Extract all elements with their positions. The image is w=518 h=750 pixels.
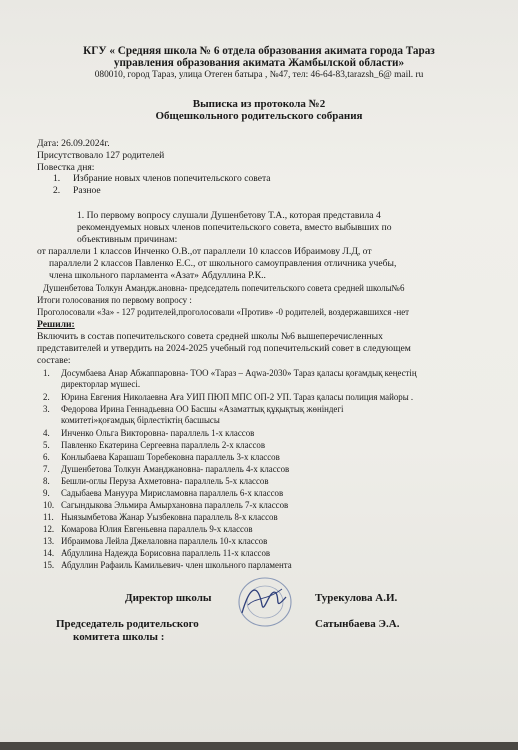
body-line: объективным причинам: [77, 234, 178, 245]
agenda-num-2: 2. [53, 185, 61, 196]
chair-label-line-2: комитета школы : [73, 631, 165, 643]
member-number: 7. [43, 464, 50, 474]
member-entry: Душенбетова Толкун Аманджановна- параллель 4-х классов [61, 464, 290, 474]
header-address: 080010, город Тараз, улица Отеген батыра , №47, тел: 46-64-83,tarazsh_6@ mail. ru [94, 70, 424, 80]
member-entry: Инченко Ольга Викторовна- параллель 1-х классов [61, 428, 255, 438]
voting-results-label: Итоги голосования по первому вопросу : [37, 295, 192, 305]
member-number: 5. [43, 440, 50, 450]
voting-results: Проголосовали «За» - 127 родителей,проголосовали «Против» -0 родителей, воздержавшихся -нет [37, 307, 410, 317]
member-entry: Конлыбаева Карашаш Торебековна параллель 3-х классов [61, 452, 280, 462]
member-number: 4. [43, 428, 50, 438]
header-line-2: управления образования акимата Жамбылской области» [113, 57, 405, 69]
member-entry: Абдуллин Рафаиль Камильевич- член школьного парламента [61, 560, 292, 570]
resolved-label: Решили: [37, 319, 75, 330]
member-entry: Досумбаева Анар Абжаппаровна- ТОО «Тараз – Aqwa-2030» Тараз қаласы қоғамдық кеңестің [61, 368, 417, 378]
member-number: 2. [43, 392, 50, 402]
body-line: рекомендуемых новых членов попечительского совета, вместо выбывших по [77, 222, 392, 233]
member-number: 15. [43, 560, 55, 570]
director-label: Директор школы [125, 592, 212, 604]
body-line: члена школьного парламента «Азат» Абдуллина Р.К.. [49, 270, 266, 281]
member-entry-continuation: директорлар мүшесі. [61, 379, 141, 389]
body-line: Душенбетова Толкун Амандж.ановна- председатель попечительского совета средней школы№6 [43, 283, 405, 293]
meeting-date: Дата: 26.09.2024г. [37, 138, 110, 149]
header-line-1: КГУ « Средняя школа № 6 отдела образования акимата города Тараз [83, 45, 435, 57]
member-entry: Павленко Екатерина Сергеевна параллель 2-х классов [61, 440, 266, 450]
agenda-num-1: 1. [53, 173, 61, 184]
member-number: 1. [43, 368, 50, 378]
agenda-item-1: Избрание новых членов попечительского совета [73, 173, 271, 184]
director-name: Турекулова А.И. [315, 592, 398, 604]
member-entry-continuation: комитеті»қоғамдық бірлестіктің басшысы [61, 415, 220, 425]
document-subtitle: Общешкольного родительского собрания [155, 110, 363, 122]
body-line: 1. По первому вопросу слушали Душенбетову Т.А., которая представила 4 [77, 210, 381, 221]
resolution-line: Включить в состав попечительского совета средней школы №6 вышеперечисленных [37, 331, 383, 342]
member-entry: Садыбаева Мануура Мирисламовна параллель 6-х классов [61, 488, 284, 498]
member-entry: Сагындыкова Эльмира Амырхановна параллель 7-х классов [61, 500, 289, 510]
signature-stamp-icon [236, 575, 294, 629]
document-title: Выписка из протокола №2 [192, 98, 326, 110]
member-number: 6. [43, 452, 50, 462]
member-number: 8. [43, 476, 50, 486]
member-number: 10. [43, 500, 55, 510]
resolution-line: представителей и утвердить на 2024-2025 учебный год попечительский совет в следующем [37, 343, 411, 354]
body-line: от параллели 1 классов Инченко О.В.,от параллели 10 классов Ибраимову Л.Д, от [37, 246, 372, 257]
member-entry: Юрина Евгения Николаевна Аға УИП ПЮП МПС ОП-2 УП. Тараз қаласы полиция майоры . [61, 392, 414, 402]
chair-name: Сатынбаева Э.А. [315, 618, 400, 630]
body-line: параллели 2 классов Павленко Е.С., от школьного самоуправления отличника учебы, [49, 258, 397, 269]
agenda-item-2: Разное [73, 185, 101, 196]
chair-label: Председатель родительского [56, 618, 199, 630]
attendance: Присутствовало 127 родителей [37, 150, 165, 161]
member-number: 12. [43, 524, 55, 534]
photo-background [0, 742, 518, 750]
member-number: 13. [43, 536, 55, 546]
member-entry: Ныязымбетова Жанар Уызбековна параллель 8-х классов [61, 512, 278, 522]
member-number: 11. [43, 512, 54, 522]
member-entry: Бешли-оглы Перуза Ахметовна- параллель 5-х классов [61, 476, 269, 486]
member-entry: Комарова Юлия Евгеньевна параллель 9-х классов [61, 524, 253, 534]
member-entry: Абдуллина Надежда Борисовна параллель 11-х классов [61, 548, 271, 558]
member-number: 3. [43, 404, 50, 414]
member-entry: Федорова Ирина Геннадьевна ОО Басшы «Азаматтық құқықтық жөніндегі [61, 404, 344, 414]
member-entry: Ибраимова Лейла Джелаловна параллель 10-х классов [61, 536, 268, 546]
member-number: 14. [43, 548, 55, 558]
member-number: 9. [43, 488, 50, 498]
resolution-line: составе: [37, 355, 71, 366]
agenda-label: Повестка дня: [37, 162, 95, 173]
